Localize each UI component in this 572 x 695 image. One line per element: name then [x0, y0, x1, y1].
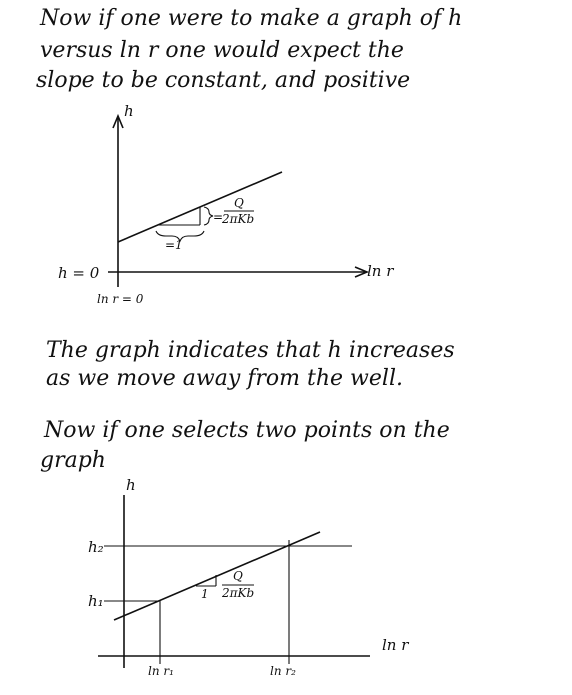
graph1-h-origin-label: h = 0 [58, 264, 100, 282]
graph2-slope-denominator: 2πKb [222, 586, 255, 600]
graph1-slope-denominator: 2πKb [222, 212, 255, 226]
graph2-y-label: h [126, 476, 136, 494]
graph1-slope-prefix: = [213, 210, 224, 224]
paragraph2-line1: The graph indicates that h increases [46, 338, 455, 363]
paragraph1-line1: Now if one were to make a graph of h [40, 6, 463, 31]
graph1-lnr-origin-label: ln r = 0 [97, 292, 144, 306]
graph2-lnr1-label: ln r₁ [148, 664, 174, 678]
graph1-x-label: ln r [367, 262, 394, 280]
paragraph1-line3: slope to be constant, and positive [36, 68, 411, 93]
graph1-run-label: =1 [165, 238, 183, 252]
graph2-run-label: 1 [201, 587, 209, 601]
graph2-h2-label: h₂ [88, 538, 104, 556]
graph2-h1-label: h₁ [88, 592, 104, 610]
paragraph3-line2: graph [40, 448, 106, 473]
graph1-y-label: h [124, 102, 134, 120]
graph1-slope-numerator: Q [234, 196, 244, 210]
graph2-x-label: ln r [382, 636, 409, 654]
graph2-lnr2-label: ln r₂ [270, 664, 296, 678]
graph2-slope-numerator: Q [233, 569, 243, 583]
paragraph1-line2: versus ln r one would expect the [40, 38, 404, 63]
paragraph3-line1: Now if one selects two points on the [44, 418, 450, 443]
paragraph2-line2: as we move away from the well. [46, 366, 403, 391]
